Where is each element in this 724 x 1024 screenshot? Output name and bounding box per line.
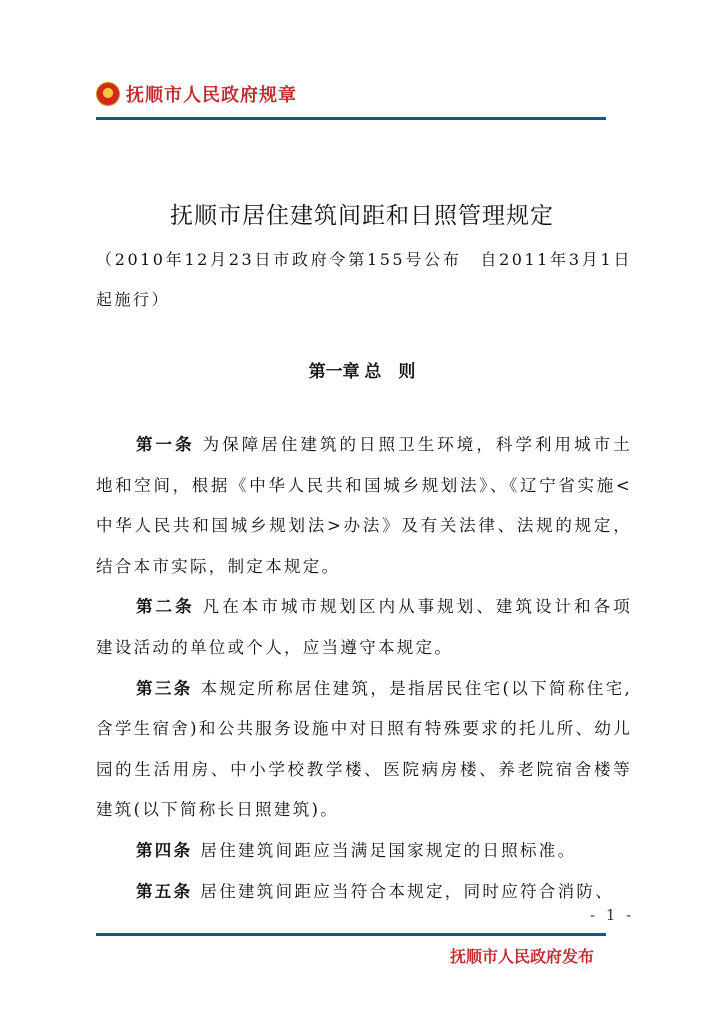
article-label: 第五条 xyxy=(136,882,193,901)
article-label: 第三条 xyxy=(136,679,193,698)
document-body xyxy=(96,425,632,912)
national-emblem-icon xyxy=(96,82,120,106)
article-text: 为保障居住建筑的日照卫生环境，科学利用城市土地和空间，根据《中华人民共和国城乡规划法》、《辽宁省实施<中华人民共和国城乡规划法>办法》及有关法律、法规的规定，结合本市实际，制定本规定。 xyxy=(96,435,632,576)
article-paragraph xyxy=(96,872,632,913)
article-text: 居住建筑间距应当满足国家规定的日照标准。 xyxy=(200,840,577,860)
article-paragraph xyxy=(96,669,632,831)
chapter-heading: 第一章 总 则 xyxy=(308,362,416,381)
article-paragraph xyxy=(96,587,632,668)
article-paragraph xyxy=(96,831,632,872)
article-label: 第一条 xyxy=(136,436,195,454)
header-title: 抚顺市人民政府规章 xyxy=(126,85,297,105)
header-divider xyxy=(96,117,606,120)
page-header xyxy=(96,76,297,112)
article-text: 本规定所称居住建筑，是指居民住宅(以下简称住宅,含学生宿舍)和公共服务设施中对日照有特殊要求的托儿所、幼儿园的生活用房、中小学校教学楼、医院病房楼、养老院宿舍楼等建筑(以下简称长日照建筑)。 xyxy=(96,678,632,820)
document-title: 抚顺市居住建筑间距和日照管理规定 xyxy=(170,203,554,229)
article-text: 居住建筑间距应当符合本规定，同时应符合消防、 xyxy=(200,881,615,901)
article-label: 第四条 xyxy=(136,841,193,860)
page-number: - 1 - xyxy=(590,906,635,924)
footer-publisher: 抚顺市人民政府发布 xyxy=(449,949,594,966)
article-paragraph xyxy=(96,425,632,587)
article-text: 凡在本市城市规划区内从事规划、建筑设计和各项建设活动的单位或个人，应当遵守本规定。 xyxy=(96,597,632,657)
article-label: 第二条 xyxy=(136,598,195,617)
document-subtitle: （2010年12月23日市政府令第155号公布 自2011年3月1日起施行） xyxy=(96,250,632,309)
footer-divider xyxy=(96,933,606,936)
